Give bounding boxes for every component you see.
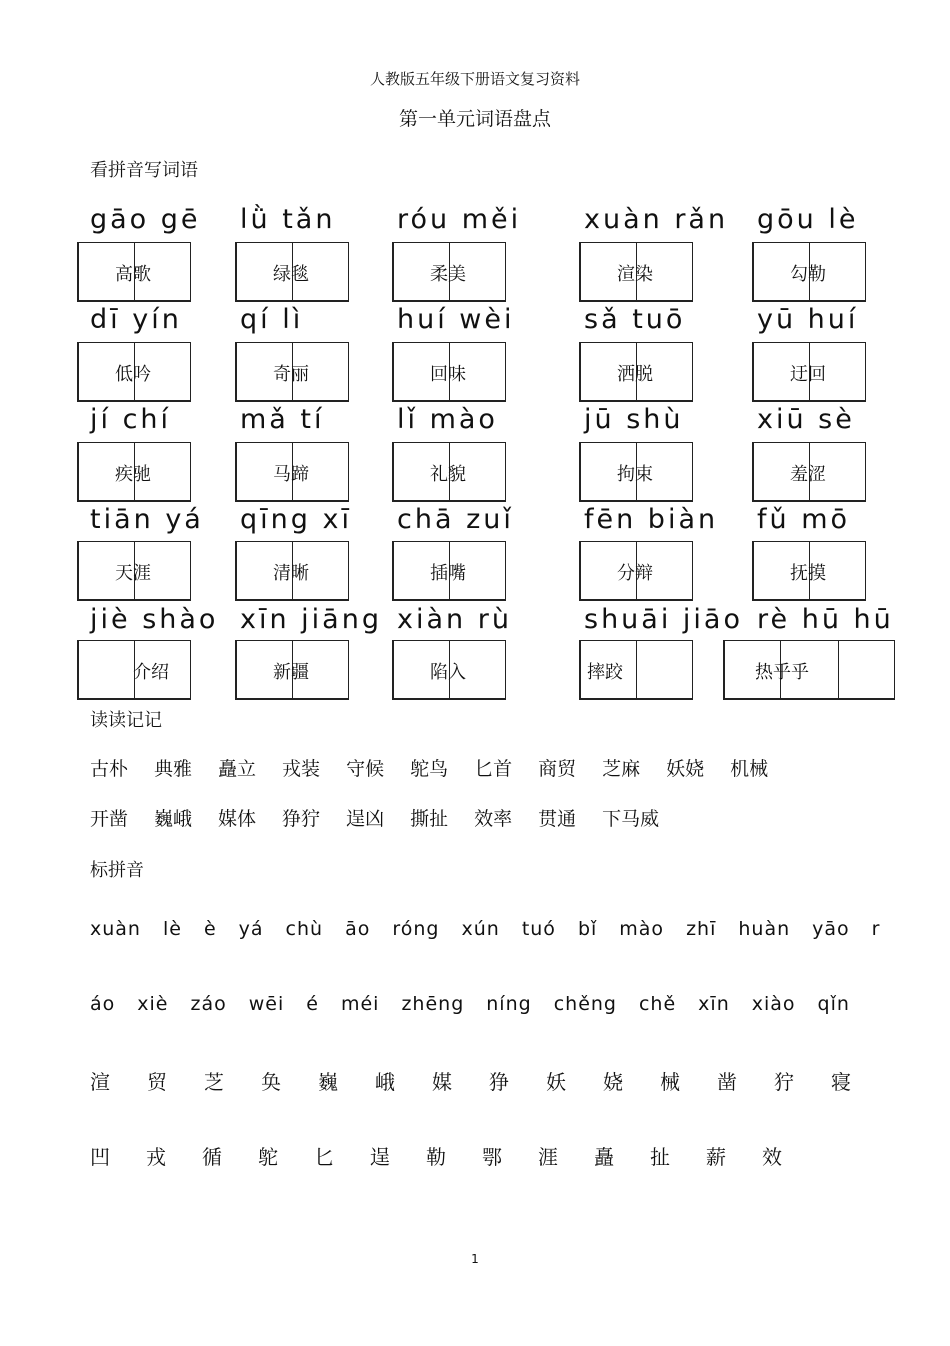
item-text: wēi [248, 993, 285, 1015]
word-answer-box[interactable] [77, 242, 191, 302]
item-text: é [306, 993, 319, 1015]
item-text: yá [238, 918, 264, 940]
item-text: xīn [698, 993, 730, 1015]
read-remember-line-1 [90, 754, 794, 781]
word-text: 礼貌 [430, 464, 466, 485]
character-text: 鄂 [482, 1145, 502, 1169]
item-text: méi [340, 993, 380, 1015]
word-answer-box[interactable] [752, 242, 866, 302]
item-text: 戎装 [282, 758, 321, 780]
pinyin-label: dī yín [90, 304, 182, 335]
item-text: 妖娆 [666, 758, 705, 780]
word-text: 洒脱 [617, 364, 653, 385]
word-answer-box[interactable] [392, 242, 506, 302]
item-text: 商贸 [538, 758, 577, 780]
pinyin-label: mǎ tí [240, 404, 325, 435]
character-text: 巍 [318, 1070, 338, 1094]
character-text: 勒 [426, 1145, 446, 1169]
item-text: è [203, 918, 217, 940]
item-text: 匕首 [474, 758, 513, 780]
character-text: 薪 [706, 1145, 726, 1169]
character-text: 寝 [831, 1070, 851, 1094]
word-answer-box[interactable] [77, 442, 191, 502]
word-answer-box[interactable] [392, 640, 506, 700]
document-title: 人教版五年级下册语文复习资料 [369, 70, 580, 88]
item-text: 机械 [730, 758, 769, 780]
word-answer-box[interactable] [235, 640, 349, 700]
word-text: 插嘴 [430, 563, 466, 584]
word-answer-box[interactable] [235, 541, 349, 601]
item-text: 下马威 [602, 808, 660, 830]
item-text: zhēng [401, 993, 465, 1015]
character-text: 矗 [594, 1145, 614, 1169]
item-text: áo [90, 993, 116, 1015]
word-text: 高歌 [115, 264, 151, 285]
item-text: 撕扯 [410, 808, 449, 830]
character-text: 峨 [375, 1070, 395, 1094]
pinyin-label: huí wèi [397, 304, 515, 335]
pinyin-label: shuāi jiāo [584, 604, 743, 635]
word-text: 摔跤 [587, 662, 623, 683]
character-text: 媒 [432, 1070, 452, 1094]
item-text: r [871, 918, 881, 940]
word-text: 柔美 [430, 264, 466, 285]
section-title-annotate-pinyin: 标拼音 [90, 860, 144, 881]
word-text: 迂回 [790, 364, 826, 385]
item-text: qǐn [817, 993, 850, 1015]
word-answer-box[interactable] [579, 442, 693, 502]
pinyin-line-2 [90, 993, 872, 1015]
pinyin-line-1 [90, 918, 902, 940]
word-text: 回味 [430, 364, 466, 385]
word-answer-box[interactable] [579, 242, 693, 302]
item-text: 巍峨 [154, 808, 193, 830]
item-text: lè [162, 918, 182, 940]
character-text: 效 [762, 1145, 782, 1169]
word-answer-box[interactable] [392, 541, 506, 601]
pinyin-label: xiū sè [757, 404, 855, 435]
pinyin-label: fǔ mō [757, 504, 851, 535]
character-text: 扯 [650, 1145, 670, 1169]
item-text: 鸵鸟 [410, 758, 449, 780]
item-text: záo [190, 993, 227, 1015]
character-text: 贸 [147, 1070, 167, 1094]
pinyin-label: róu měi [397, 204, 522, 235]
character-text: 狰 [489, 1070, 509, 1094]
pinyin-label: sǎ tuō [584, 304, 686, 335]
item-text: xún [461, 918, 500, 940]
pinyin-label: rè hū hū [757, 604, 894, 635]
box-divider [838, 641, 839, 698]
section-title-pinyin-to-words: 看拼音写词语 [90, 160, 198, 181]
character-text: 凹 [90, 1145, 110, 1169]
item-text: yāo [812, 918, 850, 940]
word-text: 介绍 [133, 662, 169, 683]
item-text: xiào [751, 993, 796, 1015]
character-text: 凿 [717, 1070, 737, 1094]
word-text: 新疆 [273, 662, 309, 683]
word-answer-box[interactable] [77, 640, 191, 700]
pinyin-label: jí chí [90, 404, 172, 435]
item-text: róng [392, 918, 440, 940]
item-text: 狰狞 [282, 808, 321, 830]
item-text: chěng [553, 993, 617, 1015]
item-text: tuó [521, 918, 556, 940]
character-text: 娆 [603, 1070, 623, 1094]
read-remember-line-2 [90, 804, 685, 831]
pinyin-label: fēn biàn [584, 504, 719, 535]
character-text: 逞 [370, 1145, 390, 1169]
item-text: xiè [137, 993, 169, 1015]
item-text: āo [345, 918, 371, 940]
item-text: 矗立 [218, 758, 257, 780]
pinyin-label: qí lì [240, 304, 304, 335]
item-text: zhī [686, 918, 717, 940]
word-text: 清晰 [273, 563, 309, 584]
word-text: 分辩 [617, 563, 653, 584]
word-text: 抚摸 [790, 563, 826, 584]
character-text: 械 [660, 1070, 680, 1094]
character-text: 匕 [314, 1145, 334, 1169]
pinyin-label: jū shù [584, 404, 684, 435]
page-number: 1 [471, 1252, 479, 1266]
pinyin-label: jiè shào [90, 604, 219, 635]
word-answer-box[interactable] [579, 640, 693, 700]
character-text: 涯 [538, 1145, 558, 1169]
unit-title: 第一单元词语盘点 [398, 108, 551, 130]
section-title-read-remember: 读读记记 [90, 710, 162, 731]
item-text: 芝麻 [602, 758, 641, 780]
item-text: 古朴 [90, 758, 129, 780]
item-text: 效率 [474, 808, 513, 830]
word-answer-box[interactable] [723, 640, 895, 700]
item-text: 媒体 [218, 808, 257, 830]
pinyin-label: xīn jiāng [240, 604, 382, 635]
word-answer-box[interactable] [752, 541, 866, 601]
pinyin-label: gāo gē [90, 204, 201, 235]
pinyin-label: yū huí [757, 304, 859, 335]
pinyin-label: xiàn rù [397, 604, 512, 635]
item-text: bǐ [577, 918, 598, 940]
word-answer-box[interactable] [752, 442, 866, 502]
pinyin-label: tiān yá [90, 504, 204, 535]
word-text: 热乎乎 [755, 662, 809, 683]
word-text: 勾勒 [790, 264, 826, 285]
item-text: níng [486, 993, 532, 1015]
word-answer-box[interactable] [579, 541, 693, 601]
word-answer-box[interactable] [579, 342, 693, 402]
word-text: 马蹄 [273, 464, 309, 485]
item-text: chù [285, 918, 324, 940]
word-text: 绿毯 [273, 264, 309, 285]
word-text: 拘束 [617, 464, 653, 485]
character-text: 妖 [546, 1070, 566, 1094]
item-text: mào [619, 918, 665, 940]
word-text: 羞涩 [790, 464, 826, 485]
word-text: 疾驰 [115, 464, 151, 485]
item-text: chě [638, 993, 677, 1015]
item-text: xuàn [90, 918, 141, 940]
box-divider [636, 641, 637, 698]
character-text: 渲 [90, 1070, 110, 1094]
word-text: 低吟 [115, 364, 151, 385]
word-text: 奇丽 [273, 364, 309, 385]
pinyin-label: gōu lè [757, 204, 859, 235]
character-text: 鸵 [258, 1145, 278, 1169]
item-text: 贯通 [538, 808, 577, 830]
word-answer-box[interactable] [77, 541, 191, 601]
word-answer-box[interactable] [235, 242, 349, 302]
character-text: 芝 [204, 1070, 224, 1094]
character-text: 奂 [261, 1070, 281, 1094]
word-answer-box[interactable] [235, 342, 349, 402]
word-answer-box[interactable] [77, 342, 191, 402]
word-answer-box[interactable] [392, 342, 506, 402]
word-answer-box[interactable] [752, 342, 866, 402]
character-text: 戎 [146, 1145, 166, 1169]
pinyin-label: xuàn rǎn [584, 204, 729, 235]
item-text: huàn [738, 918, 791, 940]
word-text: 渲染 [617, 264, 653, 285]
word-answer-box[interactable] [392, 442, 506, 502]
pinyin-label: chā zuǐ [397, 504, 514, 535]
item-text: 逞凶 [346, 808, 385, 830]
pinyin-label: lǐ mào [397, 404, 498, 435]
item-text: 守候 [346, 758, 385, 780]
character-text: 狞 [774, 1070, 794, 1094]
word-text: 天涯 [115, 563, 151, 584]
word-answer-box[interactable] [235, 442, 349, 502]
word-text: 陷入 [430, 662, 466, 683]
character-text: 循 [202, 1145, 222, 1169]
item-text: 开凿 [90, 808, 129, 830]
item-text: 典雅 [154, 758, 193, 780]
pinyin-label: qīng xī [240, 504, 352, 535]
pinyin-label: lǜ tǎn [240, 204, 336, 235]
